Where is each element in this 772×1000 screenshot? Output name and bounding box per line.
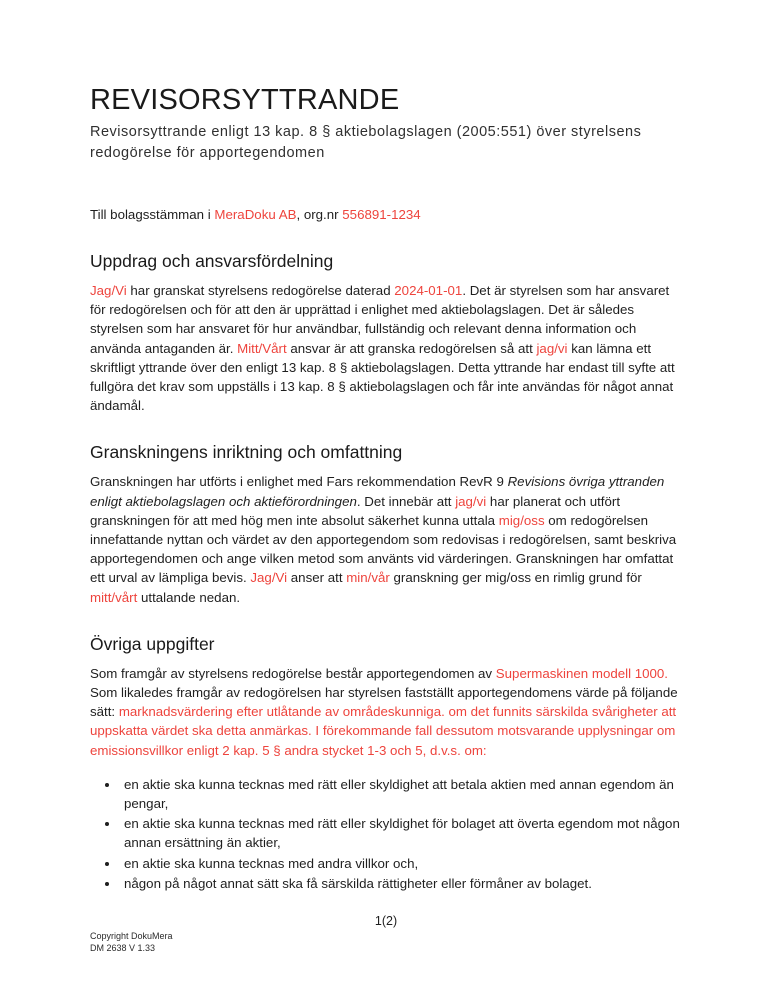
paragraph-uppdrag — [90, 281, 686, 415]
list-item: • en aktie ska kunna tecknas med andra villkor och, — [120, 854, 686, 873]
text-segment: ansvar är att granska redogörelsen så att — [286, 340, 537, 356]
highlighted-text: mig/oss — [498, 512, 545, 528]
highlighted-text: jag/vi — [455, 493, 487, 509]
highlighted-text: 2024-01-01 — [394, 283, 463, 298]
list-item: • en aktie ska kunna tecknas med rätt eller skyldighet att betala aktien med annan egendom än pengar, — [120, 775, 686, 813]
text-segment: Granskningen har utförts i enlighet med Fars rekommendation RevR 9 — [90, 474, 508, 490]
document-id-line: DM 2638 V 1.33 — [90, 942, 156, 953]
section-uppdrag-och-ansvarsfordelning — [90, 251, 686, 415]
highlighted-text: 556891-1234 — [342, 207, 421, 222]
highlighted-text: Mitt/Vårt — [237, 340, 287, 356]
text-segment: uttalande nedan. — [137, 589, 241, 605]
text-segment: har planerat och utfört granskningen för att med hög men inte absolut säkerhet kunna uttala — [90, 493, 621, 528]
text-segment: granskning ger mig/oss en rimlig grund för — [389, 570, 642, 586]
highlighted-text: Jag/Vi — [250, 570, 288, 586]
highlighted-text: Supermaskinen modell 1000. — [495, 665, 669, 681]
paragraph-ovriga — [90, 664, 686, 760]
text-segment: om redogörelsen innefattande nyttan och värdet av den apportegendom som redovisas i redogörelsen, samt beskriva apportegendomen och ange vilken metod som använts vid värderingen. Granskningen har omfattat ett urval av lämpliga bevis. — [90, 512, 677, 586]
text-segment: Till bolagsstämman i — [90, 207, 215, 222]
text-segment: anser att — [287, 570, 347, 586]
document-title: REVISORSYTTRANDE — [90, 84, 400, 116]
conditions-list — [90, 775, 686, 893]
highlighted-text: MeraDoku AB — [214, 207, 297, 222]
list-item: • en aktie ska kunna tecknas med rätt eller skyldighet för bolaget att överta egendom mot någon annan ersättning än aktier, — [120, 814, 686, 852]
text-segment: Som likaledes framgår av redogörelsen har styrelsen fastställt apportegendomens värde på följande sätt: — [90, 685, 678, 720]
page-number: 1(2) — [374, 914, 398, 928]
text-segment: Som framgår av styrelsens redogörelse består apportegendomen av — [90, 665, 496, 681]
recipient-line — [90, 205, 686, 224]
highlighted-text: min/vår — [346, 570, 390, 586]
highlighted-text: mitt/vårt — [90, 589, 138, 605]
text-segment: Revisions övriga yttranden enligt aktiebolagslagen och aktieförordningen — [90, 474, 665, 509]
text-segment: kan lämna ett skriftligt yttrande över den enligt 13 kap. 8 § aktiebolagslagen. Detta yttrande har endast till syfte att fullgöra det krav som uppställs i 13 kap. 8 § aktiebolagslagen och får inte användas för något annat ändamål. — [90, 340, 675, 414]
text-segment: har granskat styrelsens redogörelse daterad — [126, 283, 395, 298]
footer-copyright-block — [90, 931, 173, 954]
text-segment: . Det är styrelsen som har ansvaret för redogörelsen och för att den är upprättad i enlighet med aktiebolagslagen. Det är således styrelsen som har ansvaret för hur användbar, fullständig och relevant denna information och använda antaganden är. — [90, 283, 670, 356]
text-segment: , org.nr — [296, 207, 343, 222]
section-heading-uppdrag: Uppdrag och ansvarsfördelning — [90, 251, 334, 271]
text-segment: . Det innebär att — [356, 493, 456, 509]
highlighted-text: marknadsvärdering efter utlåtande av områdeskunniga. om det funnits särskilda svårigheter att uppskatta värdet ska detta anmärkas. I förekommande fall dessutom motsvarande upplysningar om emissionsvillkor enligt 2 kap. 5 § andra stycket 1-3 och 5, d.v.s. om: — [90, 704, 677, 758]
highlighted-text: jag/vi — [536, 340, 568, 356]
section-heading-ovriga: Övriga uppgifter — [90, 633, 215, 654]
copyright-line: Copyright DokuMera — [90, 931, 173, 941]
paragraph-granskning — [90, 472, 686, 606]
document-subtitle: Revisorsyttrande enligt 13 kap. 8 § aktiebolagslagen (2005:551) över styrelsens redogörelse för apportegendomen — [90, 124, 642, 161]
section-ovriga-uppgifter — [90, 634, 686, 893]
highlighted-text: Jag/Vi — [90, 283, 127, 298]
section-heading-granskning: Granskningens inriktning och omfattning — [90, 442, 403, 463]
list-item: • någon på något annat sätt ska få särskilda rättigheter eller förmåner av bolaget. — [120, 874, 686, 893]
section-granskningens-inriktning — [90, 442, 686, 606]
